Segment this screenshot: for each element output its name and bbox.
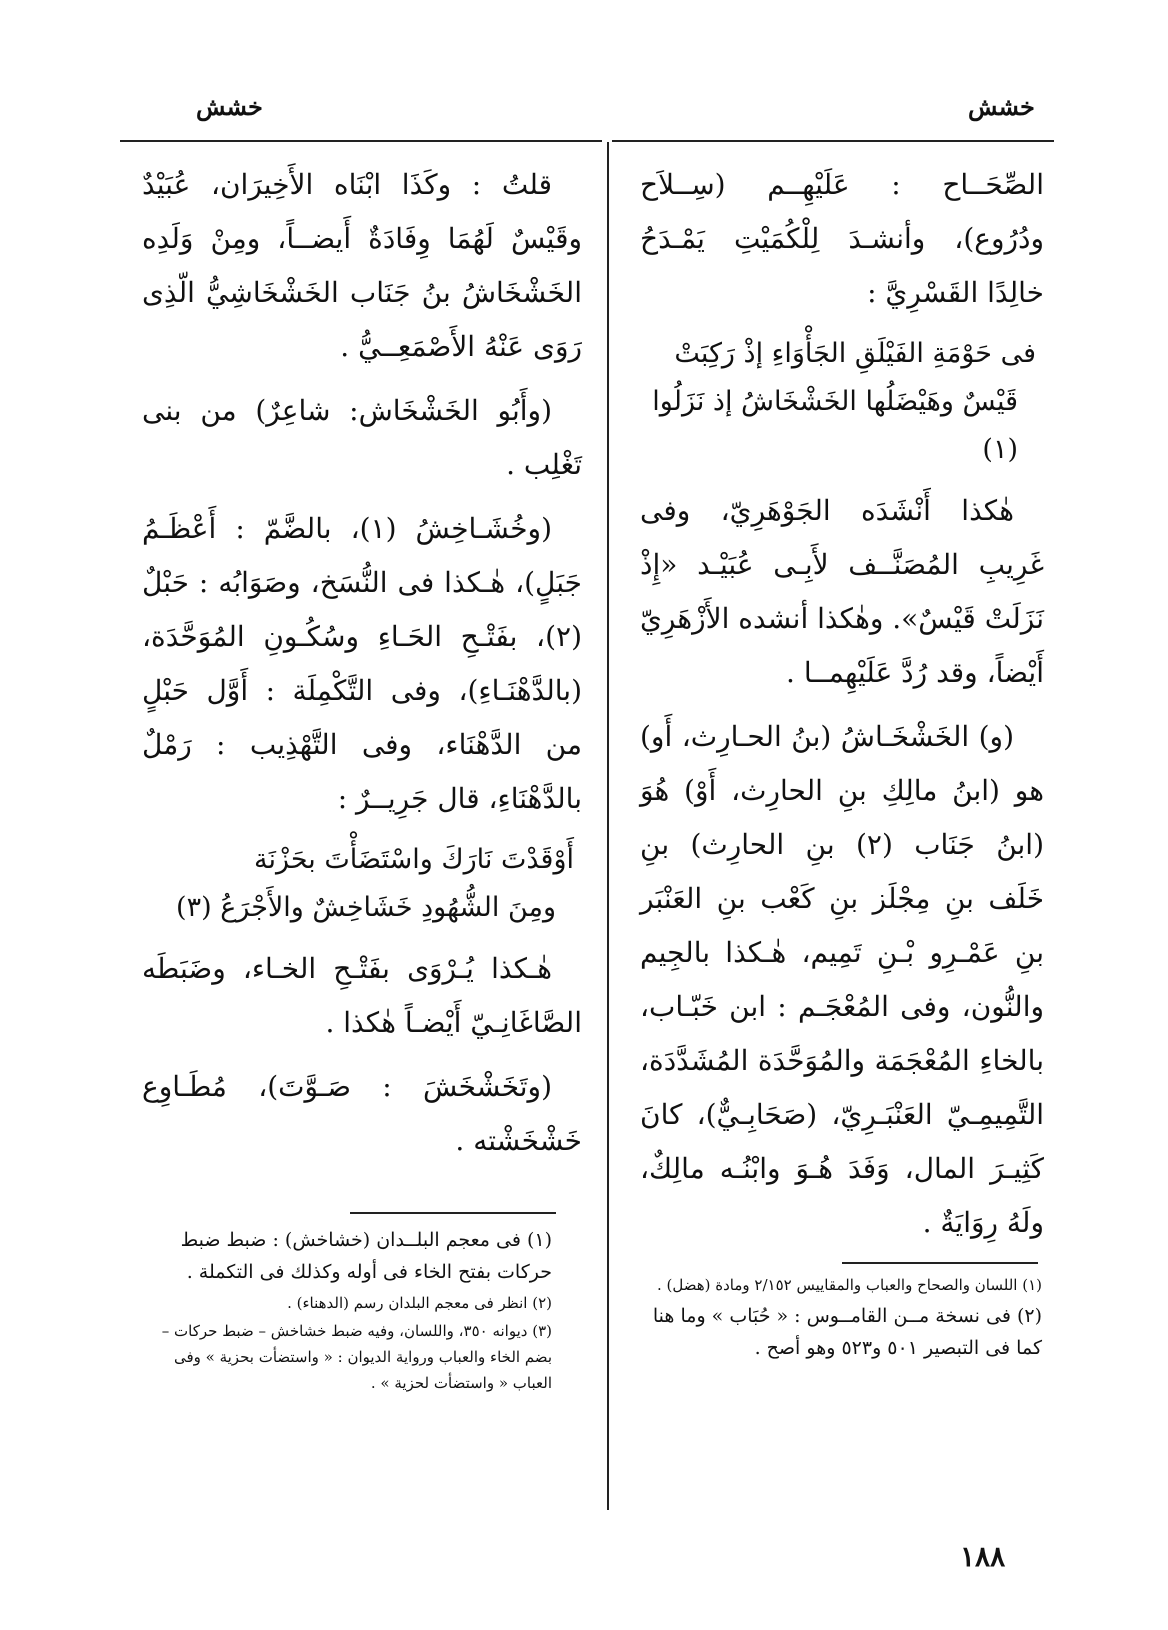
running-head-right: خشش xyxy=(968,92,1035,121)
left-paragraph-4: هٰـكذا يُـرْوَى بفَتْـحِ الخـاء، وضَبَطَه الصَّاغَانِـيّ أَيْضـاً هٰكذا . xyxy=(142,952,582,1039)
right-paragraph-2: هٰكذا أَنْشَدَه الجَوْهَرِيّ، وفى غَرِيبِ المُصَنَّــف لأَبِـى عُبَيْـد «إِذْ نَزَلَتْ قَيْسٌ». وهٰكذا أنشده الأَزْهَرِيّ أَيْضاً، وقد رُدَّ عَلَيْهِمــا . xyxy=(640,494,1044,689)
left-paragraph-1: قلتُ : وكَذَا ابْنَاه الأَخِيرَان، عُبَيْدٌ وقَيْسٌ لَهُمَا وِفَادَةٌ أَيضــاً، ومِنْ وَلَدِه الخَشْخَاشُ بنُ جَنَاب الخَشْخَاشِيُّ الّذِى رَوَى عَنْهُ الأَصْمَعِــيُّ . xyxy=(142,168,582,363)
left-footnotes xyxy=(142,1224,552,1398)
left-footnote-3: (٣) ديوانه ٣٥٠، واللسان، وفيه ضبط خشاخش – ضبط حركات – بضم الخاء والعباب ورواية الديوان : « واستضأت بحزية » وفى العباب « واستضأت لحزية » . xyxy=(161,1322,552,1392)
right-verse-line-1: فى حَوْمَةِ الفَيْلَقِ الجَأْوَاءِ إذْ رَكِبَتْ xyxy=(674,338,1036,369)
left-paragraph-3: (وخُشَـاخِشُ (١)، بالضَّمّ : أَعْظَـمُ جَبَلٍ)، هٰـكذا فى النُّسَخ، وصَوَابُه : حَبْلٌ (٢)، بفَتْـحِ الحَـاءِ وسُكُـونِ المُوَحَّدَة، (بالدَّهْنَـاءِ)، وفى التَّكْمِلَة : أَوَّل حَبْلٍ من الدَّهْنَاء، وفى التَّهْذِيب : رَمْلٌ بالدَّهْنَاءِ، قال جَرِيــرٌ : xyxy=(142,512,582,815)
left-column xyxy=(142,158,582,1178)
footnote-rule-left xyxy=(350,1212,556,1214)
left-footnote-1: (١) فى معجم البلــدان (خشاخش) : ضبط ضبط حركات بفتح الخاء فى أوله وكذلك فى التكملة . xyxy=(180,1229,552,1283)
right-paragraph-1: الصِّحَــاح : عَلَيْهِــم (سِــلاَح ودُرُوع)، وأنشـدَ لِلْكُمَيْتِ يَمْـدَحُ خالِدًا القَسْرِيَّ : xyxy=(640,168,1044,309)
left-verse xyxy=(142,836,582,932)
left-verse-line-2: ومِنَ الشُّهُودِ خَشَاخِشٌ والأَجْرَعُ (٣) xyxy=(176,892,556,923)
page-number: ١٨٨ xyxy=(960,1540,1006,1573)
running-head-left: خشش xyxy=(196,92,263,121)
header-rule-right xyxy=(612,140,1054,142)
right-verse xyxy=(640,330,1044,474)
right-verse-line-2: قَيْسٌ وهَيْضَلُها الخَشْخَاشُ إذ نَزَلُوا (١) xyxy=(652,386,1018,465)
column-divider xyxy=(607,142,609,1510)
right-paragraph-3: (و) الخَشْخَـاشُ (بنُ الحـارِث، أَو) هو (ابنُ مالِكِ بنِ الحارِث، أَوْ) هُوَ (ابنُ جَنَاب (٢) بنِ الحارِث) بنِ خَلَف بنِ مِجْلَز بنِ كَعْب بنِ العَنْبَر بنِ عَمْـرِو بْـنِ تَمِيم، هٰـكذا بالجِيم والنُّون، وفى المُعْجَـم : ابن خَبّـاب، بالخاءِ المُعْجَمَة والمُوَحَّدَة المُشَدَّدَة، التَّمِيمِـيّ العَنْبَـرِيّ، (صَحَابِـيٌّ)، كانَ كَثِيـرَ المال، وَفَدَ هُـوَ وابْنُـه مالِكٌ، ولَهُ رِوَايَةٌ . xyxy=(640,720,1045,1239)
header-rule-left xyxy=(120,140,602,142)
right-footnote-2: (٢) فى نسخة مــن القامــوس : « حُبَاب » وما هنا كما فى التبصير ٥٠١ و٥٢٣ وهو أصح . xyxy=(652,1305,1042,1359)
right-footnote-1: (١) اللسان والصحاح والعباب والمقاييس ٢/١٥٢ ومادة (هضل) . xyxy=(656,1276,1042,1294)
left-paragraph-2: (وأَبُو الخَشْخَاش: شاعِرٌ) من بنى تَغْلِب . xyxy=(142,394,582,481)
left-footnote-2: (٢) انظر فى معجم البلدان رسم (الدهناء) . xyxy=(287,1294,552,1312)
left-verse-line-1: أَوْقَدْتَ نَارَكَ واسْتَضَأْتَ بحَزْنَة xyxy=(253,844,574,875)
right-footnotes xyxy=(640,1272,1042,1366)
left-paragraph-5: (وتَخَشْخَشَ : صَـوَّتَ)، مُطَـاوِع خَشْخَشْته . xyxy=(142,1070,582,1157)
right-column xyxy=(640,158,1044,1260)
footnote-rule-right xyxy=(842,1262,1038,1264)
